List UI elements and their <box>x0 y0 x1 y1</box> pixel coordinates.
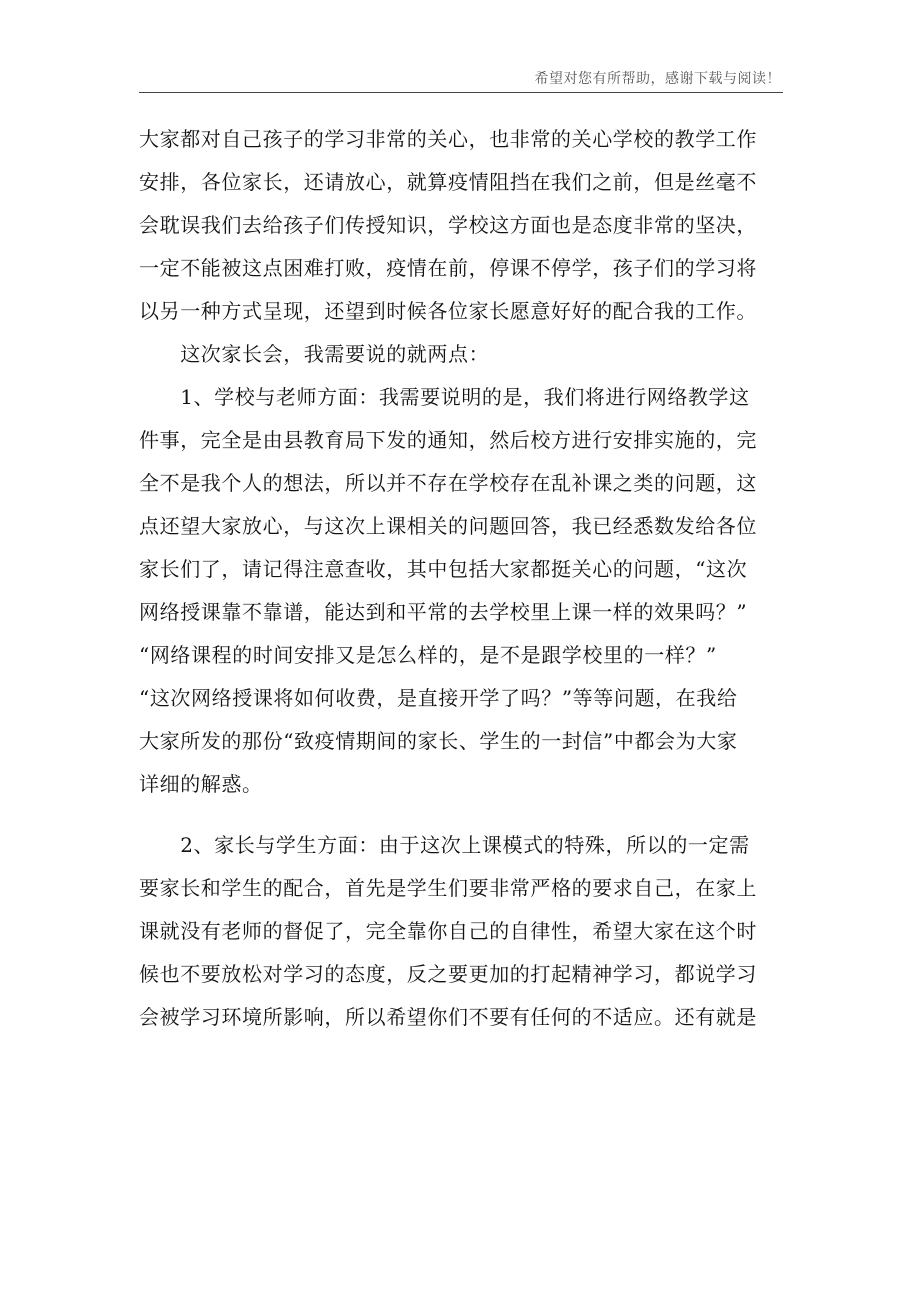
text-line: 候也不要放松对学习的态度，反之要更加的打起精神学习，都说学习 <box>139 962 757 986</box>
text-line: 以另一种方式呈现，还望到时候各位家长愿意好好的配合我的工作。 <box>139 299 757 323</box>
text-line: 网络授课靠不靠谱，能达到和平常的去学校里上课一样的效果吗？” <box>139 600 748 624</box>
header-text: 希望对您有所帮助，感谢下载与阅读！ <box>534 71 781 87</box>
text-line: 大家都对自己孩子的学习非常的关心，也非常的关心学校的教学工作 <box>139 127 757 151</box>
text-line: “网络课程的时间安排又是怎么样的，是不是跟学校里的一样？” <box>139 643 717 667</box>
text-line: 点还望大家放心，与这次上课相关的问题回答，我已经悉数发给各位 <box>139 514 757 538</box>
text-line: 件事，完全是由县教育局下发的通知，然后校方进行安排实施的，完 <box>139 428 757 452</box>
paragraph-intro: 这次家长会，我需要说的就两点： <box>139 342 490 366</box>
paragraph-point-1: 1、学校与老师方面：我需要说明的是，我们将进行网络教学这 <box>139 385 750 409</box>
text-line: 要家长和学生的配合，首先是学生们要非常严格的要求自己，在家上 <box>139 876 757 900</box>
paragraph-point-2: 2、家长与学生方面：由于这次上课模式的特殊，所以的一定需 <box>139 833 750 857</box>
text-line: 安排，各位家长，还请放心，就算疫情阻挡在我们之前，但是丝毫不 <box>139 170 757 194</box>
text-line: 会耽误我们去给孩子们传授知识，学校这方面也是态度非常的坚决， <box>139 213 757 237</box>
text-line: “这次网络授课将如何收费，是直接开学了吗？”等等问题，在我给 <box>139 686 738 710</box>
text-line: 详细的解惑。 <box>139 772 263 796</box>
document-body <box>139 118 787 1039</box>
text-line: 一定不能被这点困难打败，疫情在前，停课不停学，孩子们的学习将 <box>139 256 757 280</box>
text-line: 家长们了，请记得注意查收，其中包括大家都挺关心的问题，“这次 <box>139 557 748 581</box>
page-header <box>139 66 783 93</box>
text-line: 大家所发的那份“致疫情期间的家长、学生的一封信”中都会为大家 <box>139 729 738 753</box>
text-line: 课就没有老师的督促了，完全靠你自己的自律性，希望大家在这个时 <box>139 919 757 943</box>
text-line: 会被学习环境所影响，所以希望你们不要有任何的不适应。还有就是 <box>139 1005 757 1029</box>
paragraph-gap <box>139 806 787 824</box>
text-line: 全不是我个人的想法，所以并不存在学校存在乱补课之类的问题，这 <box>139 471 757 495</box>
